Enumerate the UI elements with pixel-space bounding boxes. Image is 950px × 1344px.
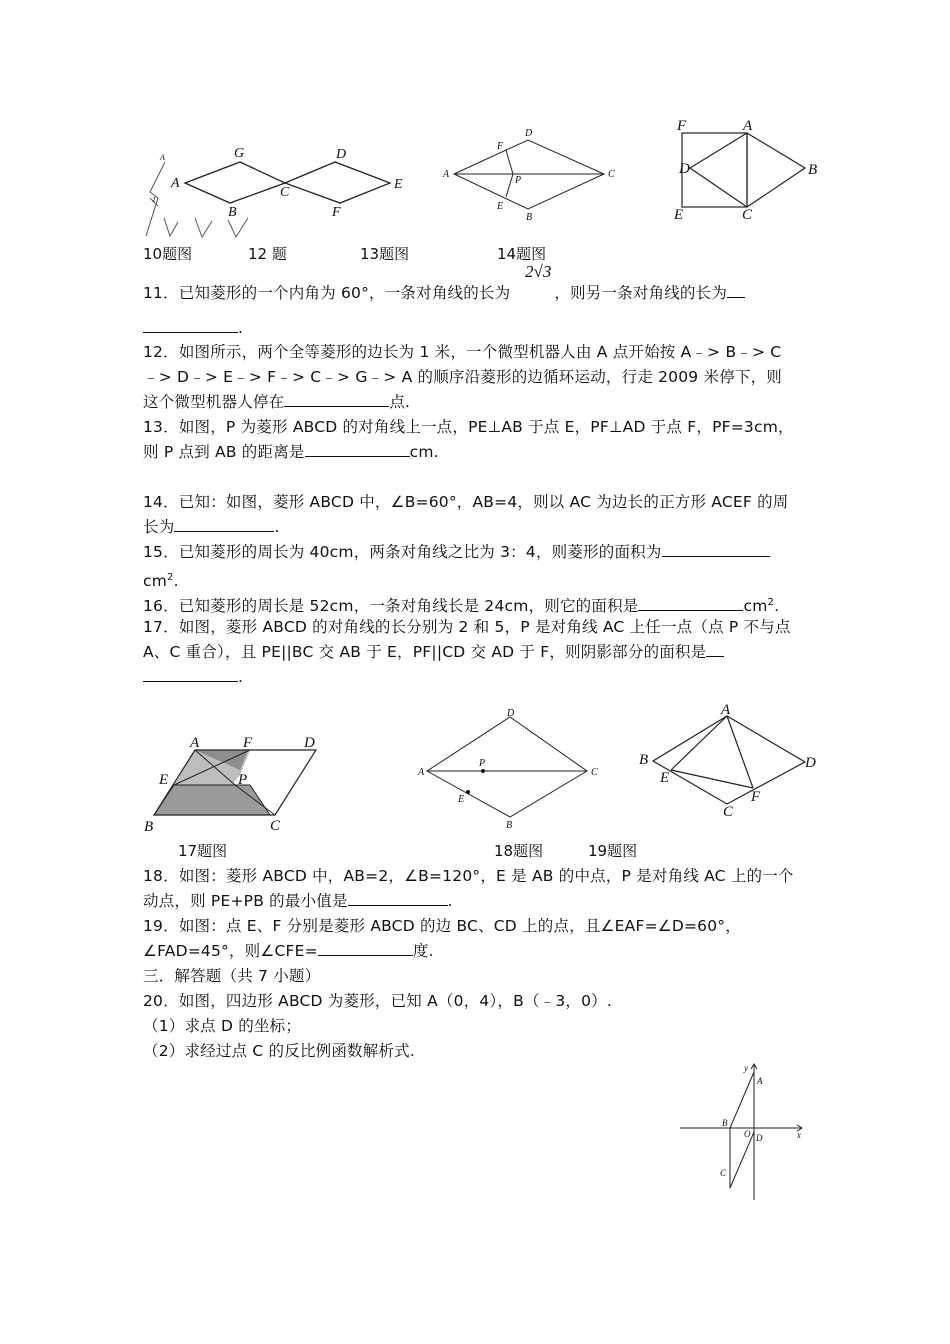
fig18-label-A: A <box>418 767 425 778</box>
q17-text: A、C 重合），且 PE||BC 交 AB 于 E，PF||CD 交 AD 于 F，则阴影部分的面积是 <box>143 643 707 661</box>
q11-text-a: 11．已知菱形的一个内角为 60°，一条对角线的长为 <box>143 284 511 302</box>
caption-fig13: 13题图 <box>360 245 410 263</box>
fig18-label-P: P <box>479 758 486 769</box>
q14-text-b: . <box>274 518 280 536</box>
q16-end: . <box>774 597 780 615</box>
fig19-label-D: D <box>805 755 816 771</box>
fig14-label-C: C <box>742 207 753 223</box>
fig12-label-E: E <box>394 177 403 192</box>
fig12-label-A: A <box>171 176 180 191</box>
caption-fig19: 19题图 <box>588 842 638 860</box>
fig14-label-F: F <box>677 118 687 134</box>
fig19-label-F: F <box>751 789 761 805</box>
q15-sup: 2 <box>167 572 174 583</box>
fig13-label-A: A <box>443 169 450 180</box>
q15-line1 <box>143 540 770 565</box>
fig20-label-D: D <box>756 1133 763 1143</box>
fig13-label-C: C <box>608 169 615 180</box>
q18-text-b: . <box>447 892 453 910</box>
caption-fig12: 12 题 <box>248 245 287 263</box>
q14-text-a: 长为 <box>143 518 175 536</box>
figure-18 <box>415 705 605 835</box>
fig14-label-B: B <box>808 162 818 178</box>
figure-19 <box>635 700 820 820</box>
caption-fig17: 17题图 <box>178 842 228 860</box>
sqrt-expression: 2√3 <box>525 262 552 281</box>
q14-blank <box>174 515 274 532</box>
q13-text-a: 则 P 点到 AB 的距离是 <box>143 443 305 461</box>
q16-text-a: 16．已知菱形的周长是 52cm，一条对角线长是 24cm，则它的面积是 <box>143 597 639 615</box>
fig19-label-A: A <box>721 702 731 718</box>
q17-end: . <box>238 668 244 686</box>
q20-line1: 20．如图，四边形 ABCD 为菱形，已知 A（0，4），B（﹣3，0）. <box>143 992 612 1010</box>
q13-blank <box>305 440 410 457</box>
q12-line1: 12．如图所示，两个全等菱形的边长为 1 米，一个微型机器人由 A 点开始按 A﹣> B﹣> C <box>143 343 782 361</box>
q15-end: . <box>173 572 179 590</box>
q13-line2 <box>143 440 439 465</box>
q11-blank <box>143 316 238 333</box>
fig13-label-D: D <box>525 128 533 139</box>
fig18-label-B: B <box>506 820 513 831</box>
q14-line2 <box>143 515 280 540</box>
q19-blank <box>318 939 413 956</box>
q11-line1 <box>143 281 745 306</box>
fig12-label-C: C <box>280 185 290 200</box>
fig17-label-A: A <box>190 735 200 751</box>
fig14-label-A: A <box>743 118 753 134</box>
fig17-label-D: D <box>304 735 315 751</box>
fig19-label-C: C <box>723 804 734 820</box>
q13-line1: 13．如图，P 为菱形 ABCD 的对角线上一点，PE⊥AB 于点 E，PF⊥AD 于点 F，PF=3cm， <box>143 418 794 436</box>
fig20-label-x: x <box>797 1130 801 1140</box>
figure-13 <box>438 125 623 225</box>
fig18-label-E: E <box>458 794 465 805</box>
figure-20 <box>680 1060 810 1205</box>
fig10-label-a: A <box>160 153 165 162</box>
fig18-label-D: D <box>507 708 515 719</box>
q19-text-a: ∠FAD=45°，则∠CFE= <box>143 942 318 960</box>
fig19-label-B: B <box>639 752 649 768</box>
q15-unit: cm <box>143 572 168 590</box>
q15-text: 15．已知菱形的周长为 40cm，两条对角线之比为 3：4，则菱形的面积为 <box>143 543 662 561</box>
caption-fig10: 10题图 <box>143 245 193 263</box>
q16-sup: 2 <box>767 597 775 608</box>
q11-end: . <box>238 319 244 337</box>
fig17-label-E: E <box>159 772 169 788</box>
q15-blank <box>662 540 770 557</box>
q19-line2 <box>143 939 434 964</box>
fig18-label-C: C <box>591 767 598 778</box>
q17-line3 <box>143 665 243 690</box>
q14-line1: 14．已知：如图，菱形 ABCD 中，∠B=60°，AB=4，则以 AC 为边长的正方形 ACEF 的周 <box>143 493 789 511</box>
fig14-label-E: E <box>674 207 684 223</box>
q20-sub1: （1）求点 D 的坐标； <box>143 1017 302 1035</box>
q12-blank <box>284 390 389 407</box>
fig12-label-G: G <box>234 146 245 161</box>
fig12-label-B: B <box>228 205 237 220</box>
fig12-label-D: D <box>336 147 347 162</box>
figure-17 <box>140 730 330 835</box>
q11-line2 <box>143 316 243 341</box>
q12-line3 <box>143 390 410 415</box>
q17-line2 <box>143 640 724 665</box>
q18-line1: 18．如图：菱形 ABCD 中，AB=2，∠B=120°，E 是 AB 的中点，P 是对角线 AC 上的一个 <box>143 867 794 885</box>
fig17-label-B: B <box>144 819 154 835</box>
fig12-label-F: F <box>332 205 341 220</box>
q11-blank-start <box>727 281 745 298</box>
figure-12 <box>160 140 420 230</box>
q12-text-a: 这个微型机器人停在 <box>143 393 285 411</box>
q20-sub2: （2）求经过点 C 的反比例函数解析式. <box>143 1042 415 1060</box>
fig14-label-D: D <box>679 161 690 177</box>
q12-line2: ﹣> D﹣> E﹣> F﹣> C﹣> G﹣> A 的顺序沿菱形的边循环运动，行走 2009 米停下，则 <box>143 368 782 386</box>
q11-text-b: ，则另一条对角线的长为 <box>554 284 728 302</box>
fig20-label-C: C <box>720 1168 727 1178</box>
fig19-label-E: E <box>660 770 670 786</box>
q16-blank <box>638 594 743 611</box>
q17-blank <box>143 665 238 682</box>
fig13-label-P: P <box>515 175 522 186</box>
q17-blank-start <box>706 640 724 657</box>
fig13-label-F: F <box>497 141 504 152</box>
fig20-label-y: y <box>744 1063 748 1073</box>
q17-line1: 17．如图，菱形 ABCD 的对角线的长分别为 2 和 5，P 是对角线 AC 上任一点（点 P 不与点 <box>143 618 791 636</box>
fig17-label-F: F <box>243 735 253 751</box>
q19-text-b: 度. <box>412 942 434 960</box>
q18-text-a: 动点，则 PE+PB 的最小值是 <box>143 892 348 910</box>
figure-14 <box>670 115 825 223</box>
q16-unit: cm <box>743 597 768 615</box>
fig20-label-B: B <box>722 1118 728 1128</box>
fig10-label-1: 1 <box>152 195 156 204</box>
fig17-label-C: C <box>270 818 281 834</box>
caption-fig18: 18题图 <box>494 842 544 860</box>
q13-text-b: cm. <box>409 443 439 461</box>
q12-text-b: 点. <box>389 393 411 411</box>
fig20-label-O: O <box>744 1129 751 1139</box>
section-3-heading: 三．解答题（共 7 小题） <box>143 967 321 985</box>
caption-fig14: 14题图 <box>497 245 547 263</box>
fig13-label-E: E <box>497 201 504 212</box>
fig20-label-A: A <box>757 1076 763 1086</box>
q19-line1: 19．如图：点 E、F 分别是菱形 ABCD 的边 BC、CD 上的点，且∠EAF=∠D=60°， <box>143 917 741 935</box>
fig17-label-P: P <box>238 772 248 788</box>
q18-line2 <box>143 889 453 914</box>
q18-blank <box>348 889 448 906</box>
fig13-label-B: B <box>526 212 533 223</box>
